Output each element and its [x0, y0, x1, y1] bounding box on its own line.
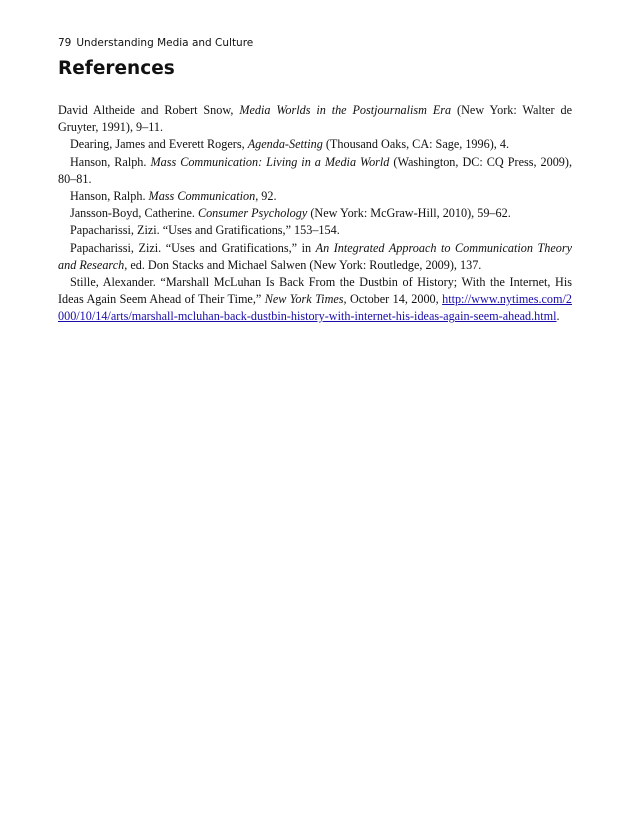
reference-title: Media Worlds in the Postjournalism Era [239, 103, 452, 117]
reference-item: Dearing, James and Everett Rogers, Agenda-Setting (Thousand Oaks, CA: Sage, 1996), 4. [70, 137, 510, 152]
reference-item: Hanson, Ralph. Mass Communication, 92. [70, 189, 277, 204]
reference-title: Mass Communication [148, 189, 256, 204]
reference-item: Jansson-Boyd, Catherine. Consumer Psychology (New York: McGraw-Hill, 2010), 59–62. [70, 206, 511, 221]
reference-item: Hanson, Ralph. Mass Communication: Living in a Media World (Washington, DC: CQ Press, 2009), 80–81. [58, 154, 572, 186]
reference-item: David Altheide and Robert Snow, Media Worlds in the Postjournalism Era (New York: Walter de Gruyter, 1991), 9–11. [58, 103, 573, 135]
reference-item: Papacharissi, Zizi. “Uses and Gratifications,” 153–154. [70, 223, 340, 238]
reference-title: Consumer Psychology [197, 206, 308, 221]
page-number: 79 [58, 37, 72, 49]
reference-title: Agenda-Setting [247, 137, 323, 152]
reference-title: Mass Communication: Living in a Media World [150, 154, 390, 169]
reference-item: Stille, Alexander. “Marshall McLuhan Is Back From the Dustbin of History; With the Internet, His Ideas Again Seem Ahead of Their Time,” New York Times, October 14, 2000, http://www.nytimes.com/2000/10/14/arts/marshall-mcluhan-back-dustbin-history-with-internet-his-ideas-again-seem-ahead.html. [58, 275, 572, 324]
reference-title: New York Times [264, 292, 344, 307]
reference-item: Papacharissi, Zizi. “Uses and Gratifications,” in An Integrated Approach to Communication Theory and Research, ed. Don Stacks and Michael Salwen (New York: Routledge, 2009), 137. [58, 240, 572, 272]
page-title: References [58, 58, 175, 79]
reference-list [58, 102, 572, 326]
book-title: Understanding Media and Culture [76, 37, 254, 49]
reference-link[interactable]: http://www.nytimes.com/2000/10/14/arts/marshall-mcluhan-back-dustbin-history-with-internet-his-ideas-again-seem-ahead.html [58, 292, 572, 324]
reference-title: An Integrated Approach to Communication Theory and Research [58, 240, 572, 272]
running-header [58, 37, 253, 49]
